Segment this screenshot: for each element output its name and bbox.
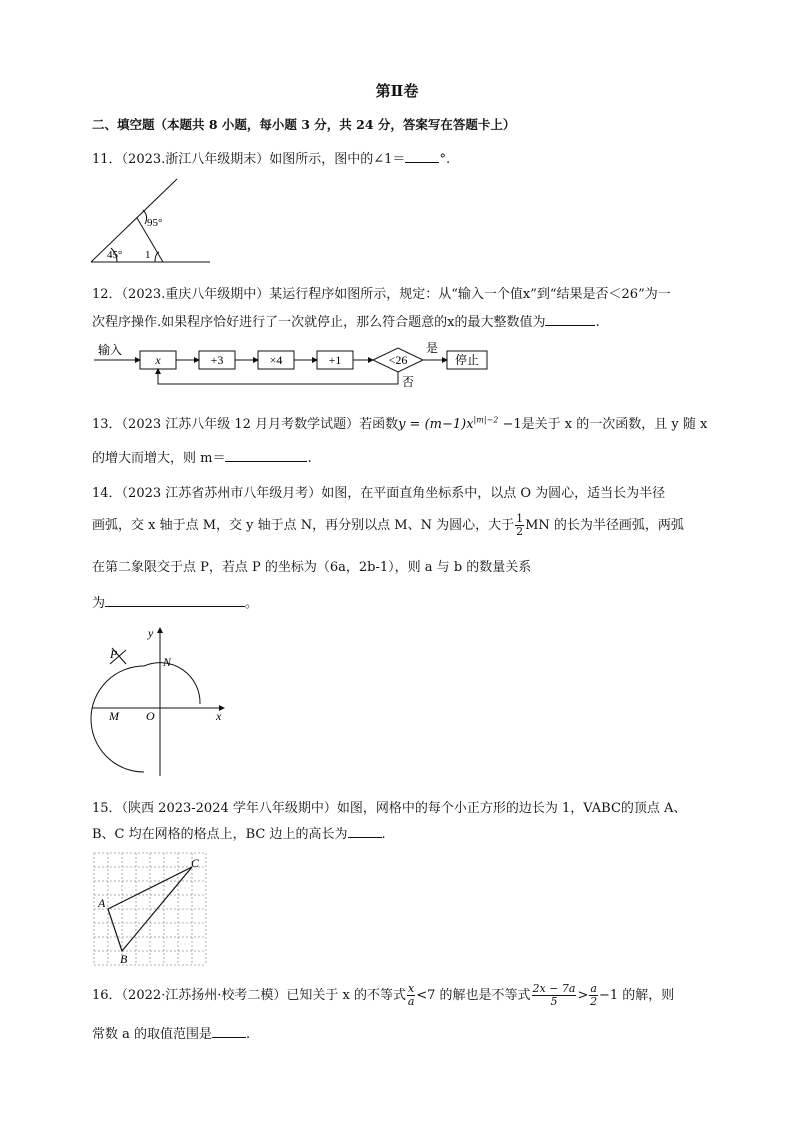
q16-post: −1 的解，则 xyxy=(598,988,675,1003)
q16-f3-num: a xyxy=(590,982,597,995)
q16-f2-den: 5 xyxy=(550,995,558,1008)
q16-frac1 xyxy=(407,983,415,1008)
flow-plus1: +1 xyxy=(328,353,342,367)
q14-answer-blank[interactable] xyxy=(105,594,245,607)
question-11 xyxy=(92,148,450,167)
q14-label-N: N xyxy=(163,655,172,669)
q12-line2-wrap xyxy=(92,311,600,330)
q12-answer-blank[interactable] xyxy=(545,313,595,326)
q13-line2: 的增大而增大，则 m＝ xyxy=(92,451,226,466)
q15-line2-wrap xyxy=(92,823,386,842)
q15-line2: B、C 均在网格的格点上，BC 边上的高长为 xyxy=(92,827,348,842)
q15-label-A: A xyxy=(98,896,106,910)
q15-label-C: C xyxy=(191,856,200,870)
q14-frac-den: 2 xyxy=(516,525,524,538)
q16-frac3 xyxy=(589,983,598,1008)
q16-f2-num: 2x − 7a xyxy=(532,982,576,995)
q14-line3: 在第二象限交于点 P，若点 P 的坐标为（6a，2b-1），则 a 与 b 的数量关系 xyxy=(92,560,532,575)
q15-answer-blank[interactable] xyxy=(348,825,382,838)
q13-mid: 是关于 x 的一次函数，且 y 随 x xyxy=(521,417,708,432)
q14-label-M: M xyxy=(109,709,119,723)
q13-line2-tail: . xyxy=(307,451,312,466)
page-title: 第Ⅱ卷 xyxy=(375,82,419,100)
q16-pre: 16．（2022·江苏扬州·校考二模）已知关于 x 的不等式 xyxy=(92,988,406,1003)
q14-line2-pre: 画弧，交 x 轴于点 M，交 y 轴于点 N，再分别以点 M、N 为圆心，大于 xyxy=(92,518,515,533)
flow-yes: 是 xyxy=(426,341,439,355)
flow-times4: ×4 xyxy=(269,353,283,367)
q11-label-95: 95° xyxy=(147,217,163,229)
q13-line2-wrap xyxy=(92,447,312,466)
q16-line2-wrap xyxy=(92,1023,250,1042)
flow-no: 否 xyxy=(402,375,415,389)
q11-text: 11．（2023.浙江八年级期末）如图所示，图中的∠1＝ xyxy=(92,152,406,167)
flow-input-label: 输入 xyxy=(98,343,123,357)
q16-f1-num: x xyxy=(408,982,415,995)
q11-label-45: 45° xyxy=(107,249,123,261)
q12-line2: 次程序操作.如果程序恰好进行了一次就停止，那么符合题意的x的最大整数值为 xyxy=(92,315,546,330)
q16-line1 xyxy=(92,983,674,1008)
q14-arc-top xyxy=(144,663,200,704)
q14-label-y: y xyxy=(148,626,154,640)
q14-line1: 14．（2023 江苏省苏州市八年级月考）如图，在平面直角坐标系中，以点 O 为圆心，适当长为半径 xyxy=(92,486,666,501)
q16-line2: 常数 a 的取值范围是 xyxy=(92,1027,213,1042)
q16-mid: <7 的解也是不等式 xyxy=(416,988,531,1003)
q14-figure xyxy=(90,622,240,778)
q15-grid-figure xyxy=(92,851,212,967)
flow-plus3: +3 xyxy=(210,353,224,367)
q16-f3-den: 2 xyxy=(590,995,598,1008)
flow-stop: 停止 xyxy=(454,353,480,367)
q11-figure xyxy=(85,176,215,266)
q14-label-x: x xyxy=(216,709,222,723)
q14-fraction xyxy=(515,513,524,538)
q12-flowchart xyxy=(90,338,500,390)
q13-line1 xyxy=(92,413,707,432)
q15-line2-tail: . xyxy=(381,827,386,842)
q11-label-1: 1 xyxy=(145,249,151,261)
section-header: 二、填空题（本题共 8 小题，每小题 3 分，共 24 分，答案写在答题卡上） xyxy=(92,117,516,132)
q11-answer-blank[interactable] xyxy=(405,150,439,163)
q14-line4-pre: 为 xyxy=(92,596,106,611)
q11-tail: °. xyxy=(439,152,451,167)
q16-line2-tail: . xyxy=(246,1027,251,1042)
q14-frac-num: 1 xyxy=(516,512,524,525)
q12-line2-tail: . xyxy=(595,315,600,330)
q13-answer-blank[interactable] xyxy=(225,449,307,462)
q13-func: y = (m−1)x xyxy=(398,417,474,432)
flow-loop-line xyxy=(158,369,398,384)
q13-func-tail: −1 xyxy=(498,417,522,432)
q13-exp: |m|−2 xyxy=(473,415,499,425)
q16-answer-blank[interactable] xyxy=(212,1025,246,1038)
q16-frac2 xyxy=(532,983,577,1008)
q14-line2 xyxy=(92,513,684,538)
q15-label-B: B xyxy=(120,952,128,966)
q14-label-P: P xyxy=(110,647,118,661)
q14-line4-tail: 。 xyxy=(245,596,259,611)
flow-cond: <26 xyxy=(388,353,408,367)
q15-line1: 15．（陕西 2023-2024 学年八年级期中）如图，网格中的每个小正方形的边长为 1，VABC的顶点 A、 xyxy=(92,801,687,816)
q14-line4 xyxy=(92,592,258,611)
q14-label-O: O xyxy=(146,709,155,723)
q13-pre: 13．（2023 江苏八年级 12 月月考数学试题）若函数 xyxy=(92,417,399,432)
flow-x: x xyxy=(155,353,161,367)
q16-f1-den: a xyxy=(407,995,415,1008)
q14-line2-post: MN 的长为半径画弧，两弧 xyxy=(525,518,684,533)
q12-line1: 12．（2023.重庆八年级期中）某运行程序如图所示，规定：从“输入一个值x”到“结果是否＜26”为一 xyxy=(92,287,671,302)
q16-gt: > xyxy=(577,988,589,1003)
q11-slant-line xyxy=(91,179,177,262)
